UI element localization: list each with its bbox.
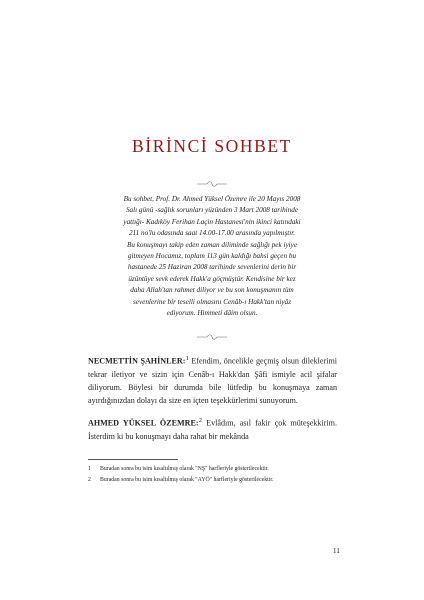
speaker-name: NECMETTİN ŞAHİNLER: [88,356,186,366]
intro-line: Salı günü -sağlık sorunları yüzünden 3 Mart 2008 tarihinde [125,206,299,215]
paragraph-text: Evlâdım, asıl fakir çok müteşekkirim. İsterdim ki bu konuşmayı daha rahat bir mekânda [88,418,337,441]
intro-line: Bu sohbet, Prof. Dr. Ahmed Yüksel Özemre ile 20 Mayıs 2008 [123,195,301,203]
footnote-number: 1 [88,466,91,472]
dialogue-paragraph [88,414,337,443]
intro-line: daha Allah'tan rahmet diliyor ve bu son konuşmanın tüm [130,286,294,295]
footnotes [88,465,338,487]
footnote [88,465,338,473]
intro-line: ediyorum. Himmeti dâim olsun. [166,309,258,318]
dialogue-paragraph [88,352,337,407]
footnote-text: Buradan sonra bu isim kısaltılmış olarak "AYÖ" harfleriyle gösterilecektir. [100,477,274,483]
intro-line: Bu konuşmayı takip eden zaman diliminde sağlığı pek iyiye [126,240,298,249]
chapter-title: BİRİNCİ SOHBET [132,136,292,156]
intro-line: yattığı- Kadıköy Ferihan Laçin Hastanesi'nin ikinci katındaki [123,217,301,226]
page-number: 11 [332,546,340,555]
footnote-number: 2 [88,477,91,483]
intro-line: üzüntüye sevk ederek Hakk'a göçmüştür. Kendisine bir kez [128,274,296,283]
intro-line: sevenlerine bir teselli olmasını Cenâb-ı Hakk'tan niyâz [132,297,292,306]
footnote [88,476,338,484]
footnote-separator [88,459,178,460]
speaker-name: AHMED YÜKSEL ÖZEMRE: [88,418,199,428]
intro-paragraph [100,194,324,319]
ornament-divider-top [196,180,228,188]
intro-line: hastanede 25 Haziran 2008 tarihinde sevenlerini derin bir [127,263,297,272]
ornament-divider-bottom [196,333,228,341]
intro-line: 211 no'lu odasında saat 14.00-17.00 arasında yapılmıştır. [128,229,296,238]
footnote-text: Buradan sonra bu isim kısaltılmış olarak "NŞ" harfleriyle gösterilecektir. [100,466,269,472]
footnote-reference[interactable]: 1 [185,355,189,362]
paragraph-text: Efendim, öncelikle geçmiş olsun dileklerimi tekrar iletiyor ve sizin için Cenâb-ı Hakk'dan Şâfi ismiyle acil şifalar diliyorum. Böylesi bir durumda bile lütfedip bu konuşmaya zaman ayırdığınızdan dolayı da size en içten teşekkürlerimi sunuyorum. [88,356,338,405]
body-text [88,352,337,443]
intro-line: gitmeyen Hocamız, toplam 113 gün kaldığı bahsi geçen bu [127,252,297,261]
footnote-reference[interactable]: 2 [198,417,202,425]
